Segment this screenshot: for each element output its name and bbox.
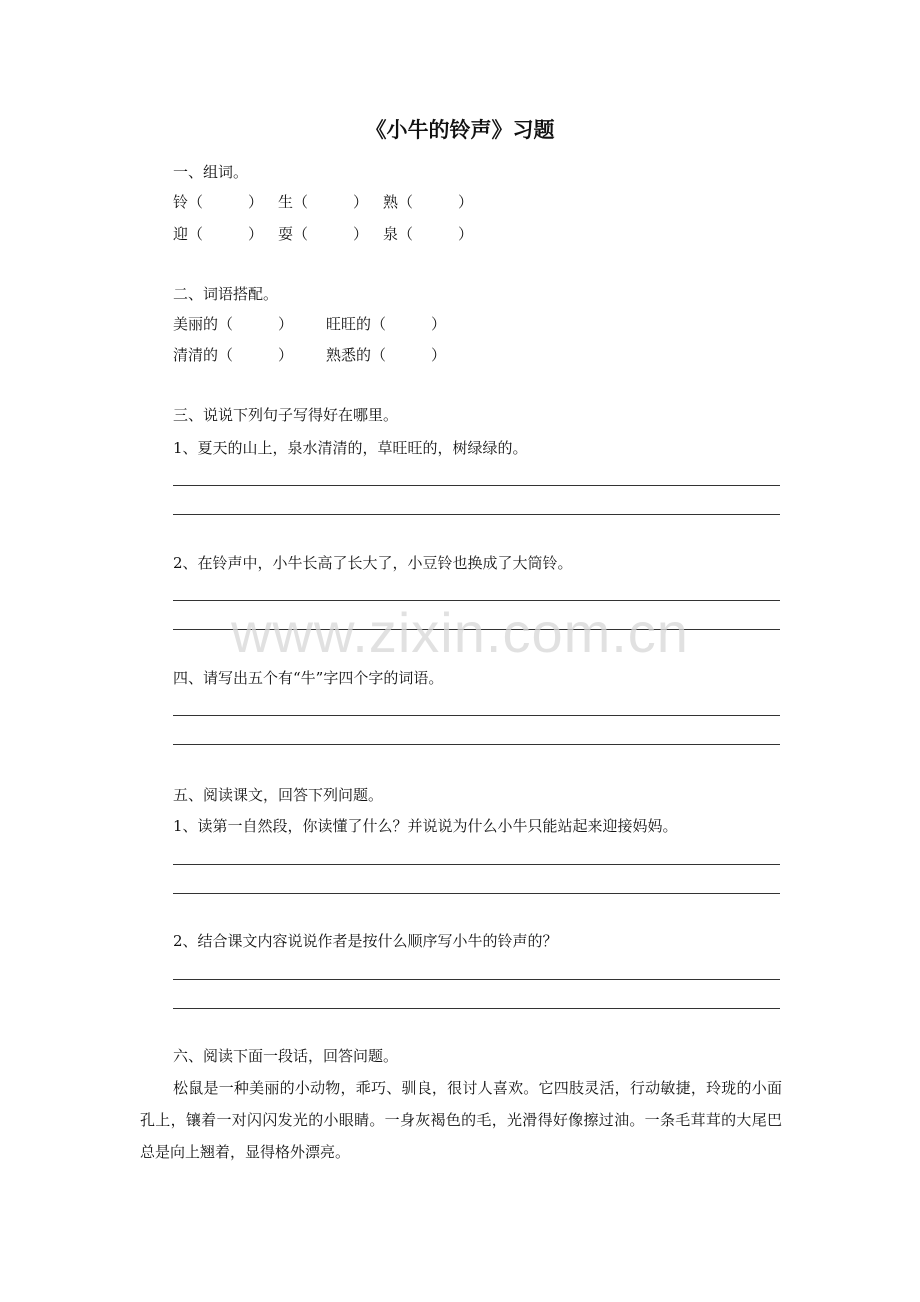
page-title: 《小牛的铃声》习题 xyxy=(365,117,555,142)
answer-line xyxy=(173,485,780,486)
answer-line xyxy=(173,715,780,716)
word-blank: 生（ ） xyxy=(278,193,369,211)
watermark: www.zixin.com.cn xyxy=(231,601,689,664)
match-blank: 清清的（ ） xyxy=(173,346,294,364)
section-4-heading: 四、请写出五个有“牛”字四个字的词语。 xyxy=(173,669,444,687)
match-blank: 熟悉的（ ） xyxy=(326,346,447,364)
section-1-heading: 一、组词。 xyxy=(173,163,249,181)
word-blank: 耍（ ） xyxy=(278,225,369,243)
section-2-heading: 二、词语搭配。 xyxy=(173,285,279,303)
word-blank: 泉（ ） xyxy=(383,225,474,243)
word-blank: 熟（ ） xyxy=(383,193,474,211)
match-blank: 美丽的（ ） xyxy=(173,315,294,333)
answer-line xyxy=(173,893,780,894)
section-3-heading: 三、说说下列句子写得好在哪里。 xyxy=(173,406,399,424)
word-blank: 铃（ ） xyxy=(173,193,264,211)
answer-line xyxy=(173,864,780,865)
question-text: 1、夏天的山上，泉水清清的，草旺旺的，树绿绿的。 xyxy=(173,439,528,457)
answer-line xyxy=(173,1008,780,1009)
word-blank: 迎（ ） xyxy=(173,225,264,243)
section-6-heading: 六、阅读下面一段话，回答问题。 xyxy=(173,1047,399,1065)
answer-line xyxy=(173,979,780,980)
question-text: 1、读第一自然段，你读懂了什么？并说说为什么小牛只能站起来迎接妈妈。 xyxy=(173,817,678,835)
answer-line xyxy=(173,744,780,745)
section-5-heading: 五、阅读课文，回答下列问题。 xyxy=(173,786,384,804)
reading-passage: 松鼠是一种美丽的小动物，乖巧、驯良，很讨人喜欢。它四肢灵活，行动敏捷，玲珑的小面孔上，镶着一对闪闪发光的小眼睛。一身灰褐色的毛，光滑得好像擦过油。一条毛茸茸的大尾巴总是向上翘着，显得格外漂亮。 xyxy=(140,1079,782,1161)
question-text: 2、在铃声中，小牛长高了长大了，小豆铃也换成了大筒铃。 xyxy=(173,554,573,572)
match-blank: 旺旺的（ ） xyxy=(326,315,447,333)
question-text: 2、结合课文内容说说作者是按什么顺序写小牛的铃声的？ xyxy=(173,932,558,950)
answer-line xyxy=(173,514,780,515)
